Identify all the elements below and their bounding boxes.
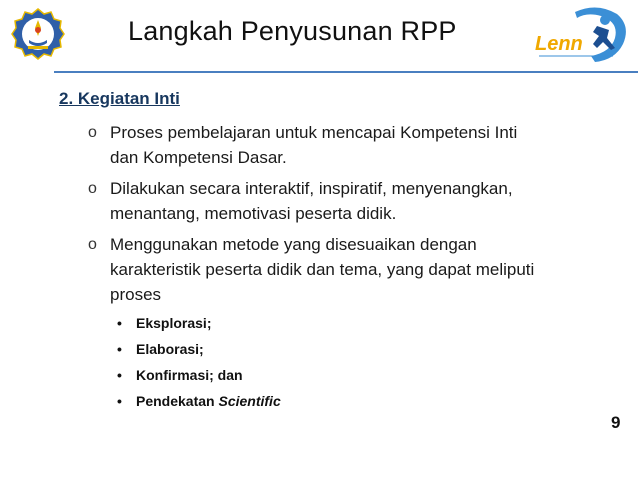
sub-list-item bbox=[117, 366, 437, 385]
sub-item-text: Elaborasi; bbox=[136, 341, 204, 357]
dot-bullet-icon: • bbox=[117, 315, 122, 331]
circle-bullet-icon: o bbox=[88, 180, 97, 197]
sub-list-item bbox=[117, 314, 437, 333]
list-item bbox=[88, 120, 608, 170]
bullet-line: Menggunakan metode yang disesuaikan dengan bbox=[110, 235, 477, 254]
sub-item-text: Konfirmasi; dan bbox=[136, 367, 243, 383]
sub-item-italic-text: Scientific bbox=[218, 393, 281, 409]
logo-wordmark: Lenn bbox=[535, 33, 583, 55]
bullet-line: karakteristik peserta didik dan tema, yang dapat meliputi bbox=[110, 260, 535, 279]
circle-bullet-icon: o bbox=[88, 124, 97, 141]
sub-list-item bbox=[117, 340, 437, 359]
main-bullet-list bbox=[88, 120, 608, 313]
sub-item-text: Eksplorasi; bbox=[136, 315, 212, 331]
bullet-line: proses bbox=[110, 285, 162, 304]
page-title: Langkah Penyusunan RPP bbox=[128, 16, 457, 46]
title-divider bbox=[54, 71, 638, 73]
section-heading: 2. Kegiatan Inti bbox=[59, 89, 180, 108]
bullet-line: dan Kompetensi Dasar. bbox=[110, 148, 287, 167]
sub-item-text: Pendekatan bbox=[136, 393, 219, 409]
sub-list-item bbox=[117, 392, 437, 411]
list-item bbox=[88, 232, 608, 307]
dot-bullet-icon: • bbox=[117, 393, 122, 409]
dot-bullet-icon: • bbox=[117, 341, 122, 357]
dot-bullet-icon: • bbox=[117, 367, 122, 383]
list-item bbox=[88, 176, 608, 226]
tut-wuri-handayani-emblem-icon bbox=[10, 6, 66, 62]
bullet-line: menantang, memotivasi peserta didik. bbox=[110, 204, 397, 223]
page-number: 9 bbox=[611, 413, 621, 432]
bullet-line: Dilakukan secara interaktif, inspiratif, menyenangkan, bbox=[110, 179, 513, 198]
circle-bullet-icon: o bbox=[88, 236, 97, 253]
runner-logo-icon bbox=[535, 4, 630, 66]
bullet-line: Proses pembelajaran untuk mencapai Kompetensi Inti bbox=[110, 123, 518, 142]
sub-bullet-list bbox=[117, 314, 437, 418]
